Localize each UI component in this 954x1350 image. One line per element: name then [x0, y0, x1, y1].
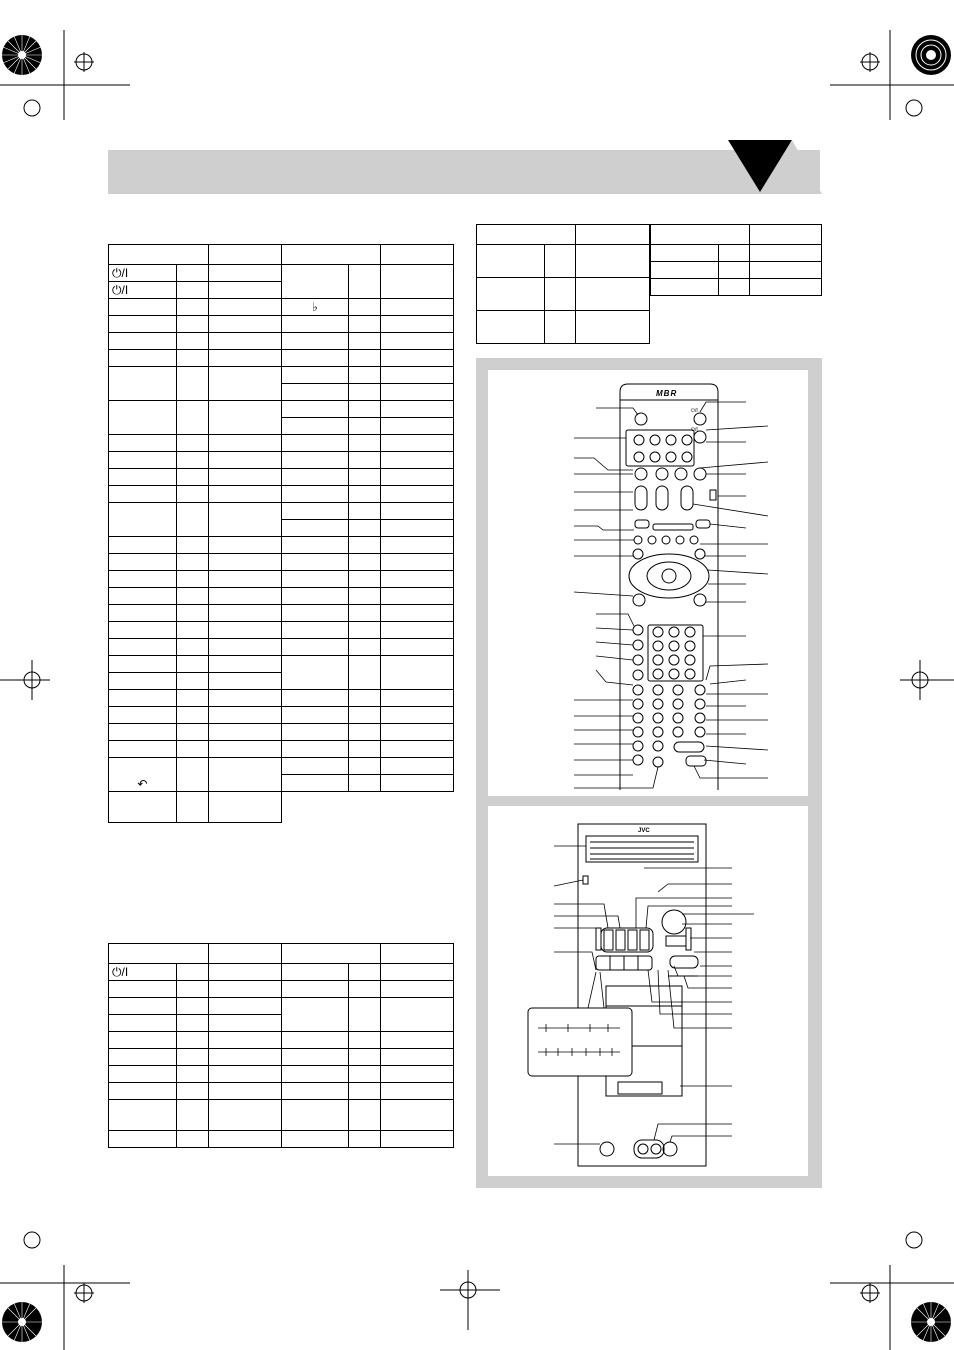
registration-mark-icon: [830, 1225, 954, 1350]
registration-mark-icon: [440, 1270, 500, 1330]
triangle-down-icon: [728, 140, 824, 196]
power-label: ⏻/I: [691, 408, 698, 414]
remote-button-index-table: [108, 244, 454, 823]
section-header-band: [108, 150, 820, 194]
rear-panel-index-table: [476, 224, 650, 344]
rear-panel-index-table-2: [650, 224, 822, 296]
power-symbol: ⏻/I: [112, 964, 129, 979]
registration-mark-icon: [0, 30, 130, 120]
return-symbol: ↶: [137, 777, 148, 791]
registration-mark-icon: [830, 30, 954, 120]
registration-mark-icon: [900, 655, 954, 705]
flat-symbol: ♭: [312, 300, 318, 314]
power-label: ⏻/I: [691, 427, 698, 433]
registration-mark-icon: [0, 655, 50, 705]
power-symbol: ⏻/I: [112, 265, 129, 280]
remote-control-illustration: [488, 370, 808, 796]
registration-mark-icon: [0, 1225, 130, 1350]
unit-brand-logo: JVC: [638, 828, 650, 834]
remote-brand-logo: MBR: [656, 389, 678, 398]
power-symbol: ⏻/I: [112, 282, 129, 297]
main-unit-illustration: [488, 806, 808, 1176]
unit-button-index-table: [108, 943, 454, 1148]
